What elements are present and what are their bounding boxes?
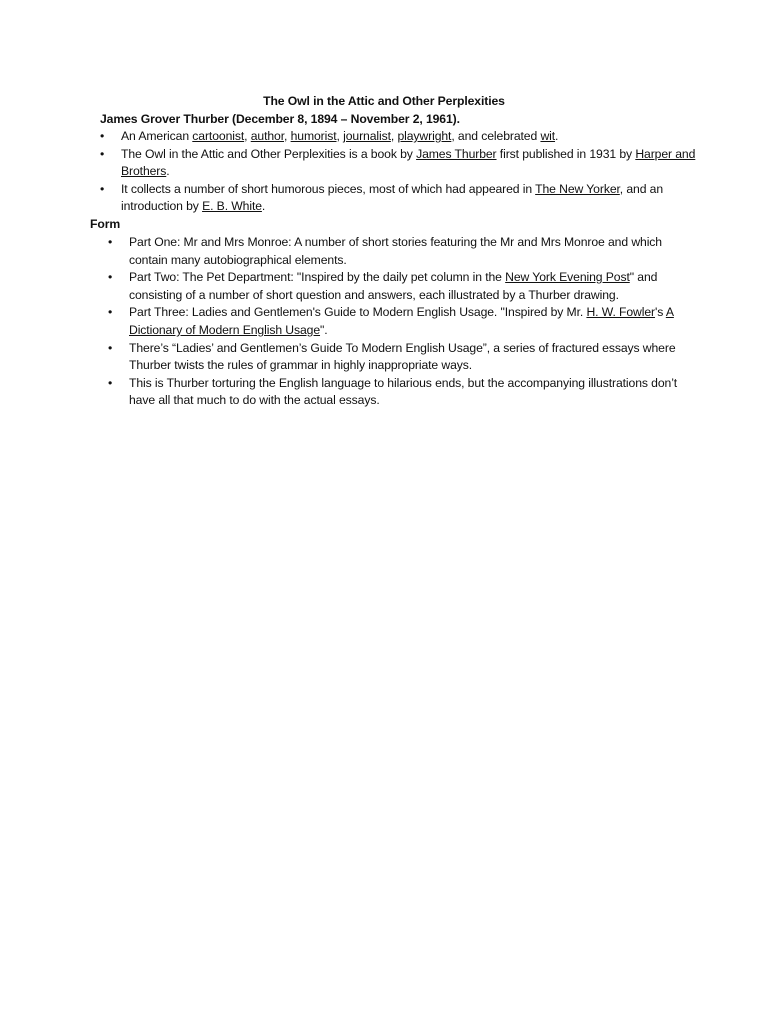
list-item-text: Part One: Mr and Mrs Monroe: A number of short stories featuring the Mr and Mrs Monroe and which contain many autobiographical elements.: [129, 235, 662, 267]
link-playwright[interactable]: playwright: [397, 129, 452, 143]
link-humorist[interactable]: humorist: [290, 129, 337, 143]
list-item: [100, 128, 700, 146]
list-item-text: The Owl in the Attic and Other Perplexities is a book by: [121, 146, 417, 161]
link-journalist[interactable]: journalist: [343, 129, 391, 143]
bullet-icon: •: [108, 235, 113, 249]
link-the-new-yorker[interactable]: The New Yorker: [535, 181, 620, 196]
link-new-york-evening-post[interactable]: New York Evening Post: [505, 270, 630, 285]
list-item-text: .: [166, 164, 170, 179]
form-bullet-list: [108, 234, 688, 410]
link-author[interactable]: author: [250, 129, 285, 143]
list-item-text: This is Thurber torturing the English language to hilarious ends, but the accompanying illustrations don’t have all that much to do with the actual essays.: [129, 375, 678, 408]
list-item-text: .: [261, 199, 266, 214]
list-item-text: It collects a number of short humorous pieces, most of which had appeared in: [121, 181, 536, 196]
list-item-text: ".: [320, 322, 328, 337]
list-item: [100, 146, 700, 181]
bullet-icon: •: [100, 146, 105, 161]
bullet-icon: •: [108, 305, 113, 320]
link-cartoonist[interactable]: cartoonist: [192, 129, 245, 143]
list-item: [108, 234, 688, 269]
list-item: [108, 375, 688, 410]
list-item-text: Part Two: The Pet Department: "Inspired by the daily pet column in the: [129, 270, 506, 285]
link-hw-fowler[interactable]: H. W. Fowler: [586, 305, 655, 320]
list-item-text: " and consisting of a number of short question and answers, each illustrated by a Thurber drawing.: [129, 270, 658, 302]
list-item-text: ,: [284, 129, 291, 143]
form-heading: Form: [90, 217, 121, 231]
list-item-text: first published in 1931 by: [496, 146, 636, 161]
list-item-text: , and an introduction by: [121, 181, 664, 214]
author-lifespan-heading: James Grover Thurber (December 8, 1894 – November 2, 1961).: [100, 112, 460, 126]
bullet-icon: •: [100, 181, 105, 196]
link-james-thurber[interactable]: James Thurber: [416, 146, 497, 161]
bullet-icon: •: [108, 340, 113, 355]
link-eb-white[interactable]: E. B. White: [202, 199, 262, 214]
bullet-icon: •: [108, 375, 113, 390]
list-item-text: 's: [654, 305, 666, 320]
list-item-text: An American: [121, 129, 193, 143]
link-wit[interactable]: wit: [540, 129, 556, 143]
list-item: [108, 269, 688, 304]
document-title: The Owl in the Attic and Other Perplexities: [263, 94, 505, 108]
list-item-text: Part Three: Ladies and Gentlemen's Guide to Modern English Usage. "Inspired by Mr.: [129, 305, 587, 320]
list-item: [100, 181, 700, 216]
list-item-text: ,: [336, 129, 344, 143]
list-item-text: , and celebrated: [451, 129, 541, 143]
list-item: [108, 340, 688, 375]
list-item-text: .: [555, 129, 559, 143]
list-item-text: ,: [390, 129, 398, 143]
list-item-text: ,: [244, 129, 251, 143]
bullet-icon: •: [100, 129, 105, 143]
link-dictionary-of-modern-english-usage[interactable]: A Dictionary of Modern English Usage: [129, 305, 674, 337]
link-harper-and-brothers[interactable]: Harper and Brothers: [121, 146, 696, 179]
list-item-text: There’s “Ladies’ and Gentlemen’s Guide To Modern English Usage”, a series of fractured essays where Thurber twists the rules of grammar in highly inappropriate ways.: [129, 340, 676, 373]
list-item: [108, 304, 688, 339]
intro-bullet-list: [100, 128, 700, 216]
bullet-icon: •: [108, 270, 113, 285]
